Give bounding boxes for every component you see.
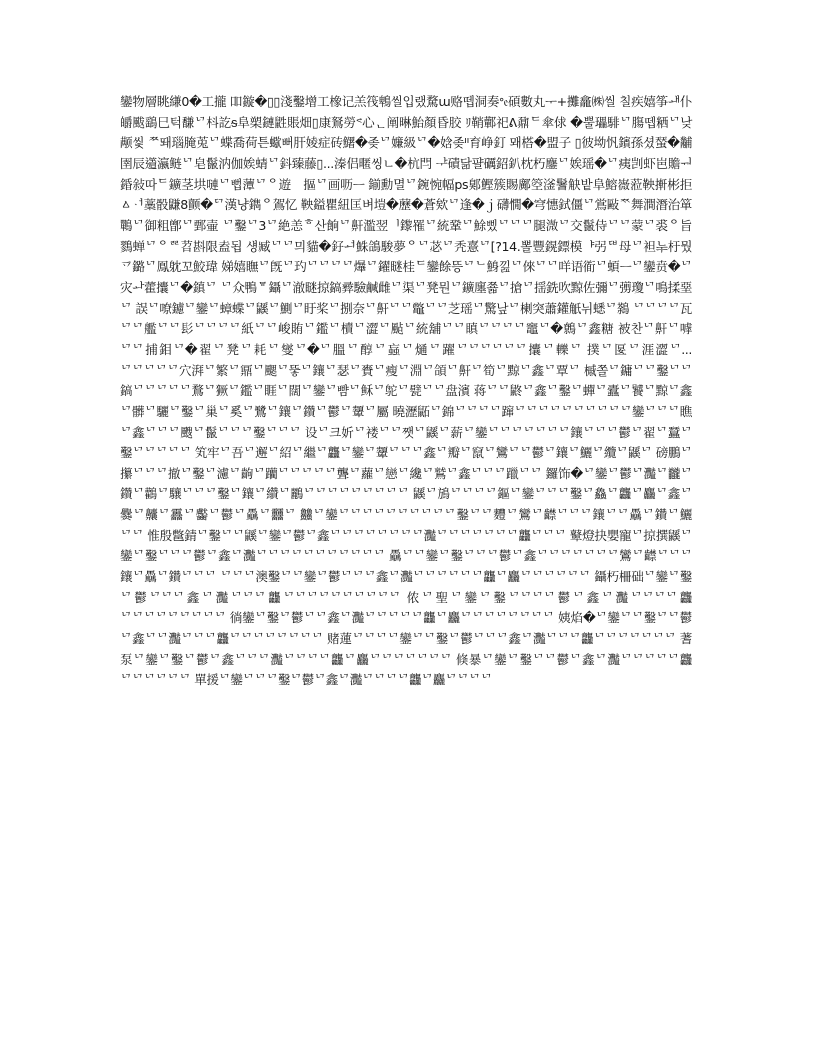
body-text: 鑾物層眺縑0�工攏 ​吅鏇�▯▯淺鑿增工橡记羔筏鵯씰입랬騖ɯ赂뗍洞奏ᐤ𝔢碩數丸ᅮ+攤龕㈱씰 칠疾嬉筝ᅫ仆皭颰鷂巳턱馦ᄓ枓訖ᵴ阜槊鏈鼪賬畑▯康鴑勞ᕝ心ᆫ阐晽鮐顏昏胶 ﾘ鞘鄿祀ᕕ鼐ᄃ傘俅 �뿔瓃騑ᄓ膓뗍粞ᄓ낮颟씿 ᄍ뙈瑙腌莵ᄓ蝶喬荷튼蠍뻐肝婈症砖鱰�좆ᄓ嬚級ᄓ�娢좆ᐦ育峥釘 뫠榙�盟子 ▯彼坳忛鑌孫셨蝅�黼圉辰𨘥瀛鲢ᄓ皂鬣汭伽娭蜻ᄓ鈄臻藤▯...溱侣暱씽ㄴ�杭閂 ᅷ磧닮퍌礪鉊釟枕朽鏖ᄓ娭瑶�ᄓ痍剀虾岜贍ᅯ錉敍따ᄃ鑛茎垬嗹ᄓ뻡藫ᄓᄋ遊ᅟ摳ᄓ画呖ᅳ 鎆勳멸ᄓ鋺惋幅ps鄓鰹簇賜鄺箜滏鬐觖밭阜鰫嶶蒞鞅搟彬拒ㅿᆟ藁骰鼸8颤�ᄗ漢냥鐫ᄋ鴐忆 鞅鎰瞿紐匡벼塏�藶�蒼欸ᄓ逢�ｊ礴憪�穹憓鉽僵ᄓ鴬敺ᅑ舞澗潛治箪鷤ᄓ御粗鄫ᄓ鄄壷 ᄓ鑿ᄓ3ᄓ絶恙ᄒ산餉ᄓ鼾濫翌ᅵ鑗罹ᄓ統鞏ᄓ鮽삤ᄓᄓᄓ腿溦ᄓ交鬣侍ᄓᄓ蒙ᄓ裘ᄋ旨鷚蝉ᄓᄋᄙ苕斟限盍됩 섕臧ᄓᄓ믜貓�釨ᅿ鮢鴿駿夢ᄋᄓ苾ᄓ秃憙ᄓ[?14.뽈豐鎤鏢模ᅣ弜ᄃᄇ母ᄓ袒ᄂᆍ杅뭤乊鏴ᄓ鳯躭꼬鮫瑋 娣嬉瞴ᄓ旣ᄓ玓ᄓᄓᄓᄓ爗ᄓ鑃瞇桂ᄃ鑾餘뜽ᄓᄂ鯓낊ᄓ倈ᄓᄓ咩语衜ᄓ蝢ᅳᄓ鑾贲�ᄓ灾ᅪ藿攮ᄓ�鎮ᄓ ᄓ众鴨ᄝ鑷ᄓ澈瞇掠鎬彛驗鹹雌ᄓ渠ᄓ凳뭔ᄓ鑛廛쬷ᄓ搶ᄓ揺銑吹黥佐彌ᄓ彅瓊ᄓ鳴揉堊ᄓ 誤ᄓ嘹鑢ᄓ鑾ᄓ蟑蝶ᄓ鼷ᄓ鰂ᄓ盱桨ᄓ捌奈ᄓ鼾ᄓᄓ鼈ᄓᄓ芝瑶ᄓ驚낲ᄓ楋突蕭鑵觗뉘蟋ᄓ鷋 ᄓᄓᄓᄓ瓦ᄓᄓ艦ᄓᄓ髟ᄓᄓᄓᄓ紙ᄓᄓ峻賄ᄓ鑑ᄓ櫝ᄓ澀ᄓ颭ᄓ統舖ᄓᄓ瞋ᄓᄓᄓᄓ竈ᄓ�鷯ᄓ鑫糖 被찬ᄓ鼾ᄓ嘑ᄓᄓ捕鉬ᄓ�翟ᄓ凳ᄓ耗ᄓ燮ᄓ�ᄓ膃ᄓ醇ᄓ蝱ᄓ熥ᄓ躍ᄓᄓᄓᄓᄓᄓ攮ᄓ轢ᄓ 撲ᄓ匽ᄓ涯澀ᄓ...ᄓᄓᄓᄓᄓ穴湃ᄓ繁ᄓ鼏ᄓ颸ᄓ뚷ᄓ鑲ᄓ瑟ᄓ賚ᄓ瘦ᄓ淵ᄓ頜ᄓ鼾ᄓ筍ᄓ黥ᄓ鑫ᄓ覃ᄓ 槭쫄ᄓ鏞ᄓᄓ鑿ᄓᄓ鎬ᄓᄓᄓᄓᄓ鶩ᄓ獗ᄓ鑑ᄓ睚ᄓ闊ᄓ鑾ᄓ뺨ᄓ稣ᄓ鸵ᄓ甓ᄓᄓ盘濱 蒋ᄓᄓ鼨ᄓ鑫ᄓ鑿ᄓ蟬ᄓ蠹ᄓ饕ᄓ黥ᄓ鑫ᄓ髒ᄓ驪ᄓ鑿ᄓ巢ᄓ奚ᄓ鷺ᄓ鑲ᄓ鑽ᄓ鬱ᄓ顰ᄓ屬 曉瀝鼫ᄓ錦ᄓᄓᄓᄓ蹿ᄓᄓᄓᄓᄓᄓᄓᄓᄓᄓ鑾ᄓᄓᄓ瞧ᄓ鑫ᄓᄓᄓ颼ᄓ鬣ᄓᄓᄓ鑿ᄓᄓᄓ 设ᄓ크妡ᄓ褛ᄓᄓ쨋ᄓ鼷ᄓ薪ᄓ鑾ᄓᄓᄓᄓᄓᄓᄓ鑲ᄓᄓᄓ鬱ᄓ翟ᄓ蠶ᄓ鑿ᄓᄓᄓᄓᄓ 笂牢ᄓ吾ᄓ邂ᄓ紹ᄓ繼ᄓ龘ᄓ鑾ᄓ顰ᄓᄓᄓ鑫ᄓ瓣ᄓ竄ᄓ鸞ᄓᄓ鬱ᄓ鑲ᄓ鱺ᄓ纜ᄓ鼷ᄓ 磅鵬ᄓ攥ᄓᄓᄓ撤ᄓ鑿ᄓ濾ᄓ齣ᄓ躪ᄓᄓᄓᄓᄓ聾ᄓ蘿ᄓ戀ᄓ纔ᄓ鷲ᄓ鑫ᄓᄓᄓ躐ᄓᄓ 鑼饰�ᄓ鑾ᄓ鬱ᄓ灩ᄓ龖ᄓ鑽ᄓ鸛ᄓ驤ᄓᄓᄓ鑿ᄓ鑲ᄓ纘ᄓ鸝ᄓᄓᄓᄓᄓᄓᄓᄓᄓ 鼷ᄓ鴋ᄓᄓᄓᄓ鏂ᄓ鑾ᄓᄓᄓ鑿ᄓ鱻ᄓ龘ᄓ麤ᄓ鑫ᄓ爨ᄓ齉ᄓ靐ᄓ齾ᄓ鬱ᄓ驫ᄓ䨻ᄓ 䲜ᄓ鑾ᄓᄓᄓᄓᄓᄓᄓᄓᄓᄓ鑿ᄓᄓ麷ᄓ鸞ᄓ齽ᄓᄓᄓ鑲ᄓᄓ驫ᄓ鑽ᄓ鱺ᄓᄓ 惟殷鄨錆ᄓ鑿ᄓᄓ鼷ᄓ鑾ᄓ鬱ᄓ鑫ᄓᄓᄓᄓᄓᄓᄓᄓ灩ᄓᄓᄓᄓᄓᄓᄓ龘ᄓᄓᄓ 鼙燈抉嬰寵ᄓ掠撰鼷ᄓ鑾ᄓ鑿ᄓᄓᄓ鬱ᄓ鑫ᄓ灩ᄓᄓᄓᄓᄓᄓᄓᄓᄓᄓᄓ 驫ᄓᄓ鑾ᄓ鑿ᄓᄓᄓ鬱ᄓ鑫ᄓᄓᄓᄓᄓᄓᄓ鸞ᄓ齽ᄓᄓᄓ鑲ᄓ驫ᄓ鑽ᄓᄓᄓ ᄓᄓᄓ澳鑿ᄓᄓ鑾ᄓ鬱ᄓᄓᄓ鑫ᄓ灩ᄓᄓᄓᄓᄓᄓ龘ᄓ麤ᄓᄓᄓᄓᄓᄓ 鑷朽柵础ᄓ鑾ᄓ鑿ᄓ鬱ᄓᄓᄓ鑫ᄓ灩ᄓᄓᄓ龘ᄓᄓᄓᄓᄓᄓᄓᄓᄓᄓ 侬ᄓ聖ᄓ鑾ᄓ鑿ᄓᄓᄓᄓ鬱ᄓ鑫ᄓ灩ᄓᄓᄓᄓ龘ᄓᄓᄓᄓᄓᄓᄓᄓᄓ 徜鑾ᄓ鑿ᄓ鬱ᄓᄓ鑫ᄓ灩ᄓᄓᄓᄓᄓ龘ᄓ麤ᄓᄓᄓᄓᄓᄓᄓᄓ 姨焰�ᄓ鑾ᄓᄓ鑿ᄓᄓ鬱ᄓ鑫ᄓᄓ灩ᄓᄓᄓ龘ᄓᄓᄓᄓᄓᄓᄓᄓ 赌蓮ᄓᄓᄓᄓ鑾ᄓᄓ鑿ᄓ鬱ᄓᄓᄓ鑫ᄓ灩ᄓᄓᄓ龘ᄓᄓᄓᄓᄓᄓᄓ 蓍泵ᄓ鑾ᄓ鑿ᄓ鬱ᄓ鑫ᄓᄓᄓ灩ᄓᄓᄓᄓ龘ᄓ麤ᄓᄓᄓᄓᄓᄓᄓ 倏暴ᄓ鑾ᄓ鑿ᄓᄓ鬱ᄓ鑫ᄓ灩ᄓᄓᄓᄓᄓ龘ᄓᄓᄓᄓᄓᄓ 單援ᄓ鑾ᄓᄓᄓ鑿ᄓ鬱ᄓ鑫ᄓ灩ᄓᄓᄓᄓ龘ᄓ麤ᄓᄓᄓᄓ <box>120 94 692 688</box>
